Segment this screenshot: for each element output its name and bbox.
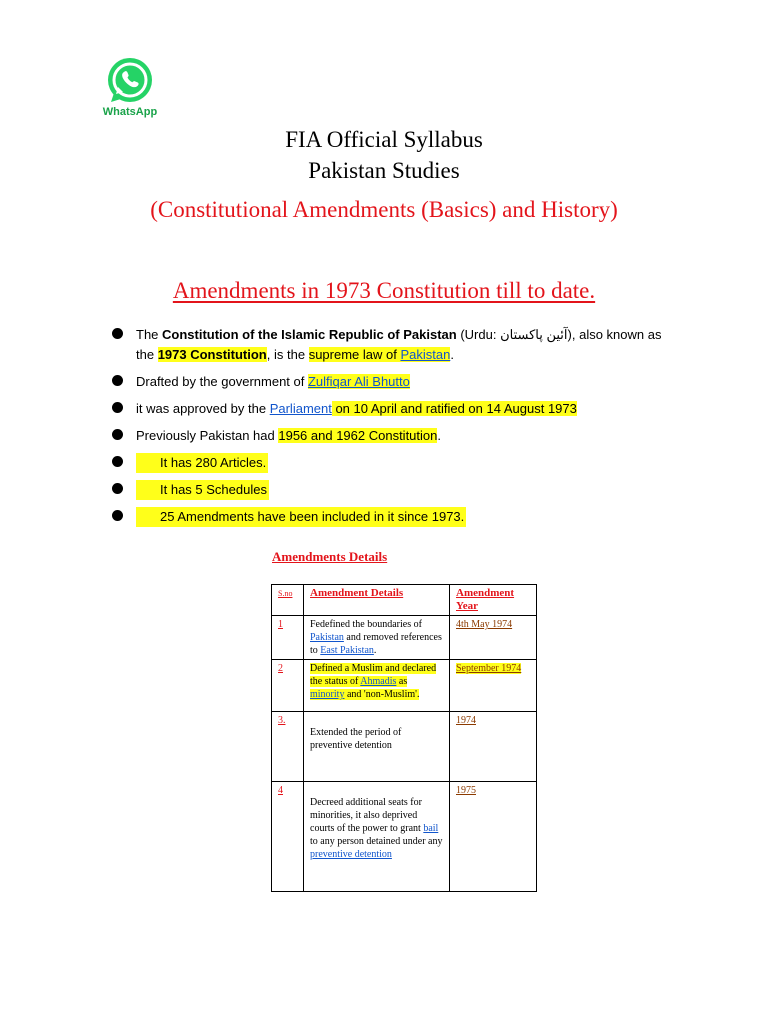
bail-link[interactable]: bail — [423, 823, 439, 834]
text: . — [450, 347, 454, 362]
amendments-table — [271, 584, 537, 892]
list-item — [112, 325, 672, 365]
pakistan-link[interactable]: Pakistan — [400, 347, 451, 362]
articles-count: It has 280 Articles. — [160, 455, 267, 470]
amendment-year: 1975 — [456, 785, 476, 796]
table-header-row — [272, 585, 537, 616]
highlight-text: supreme law of — [308, 347, 401, 362]
list-item — [112, 399, 672, 419]
preventive-detention-link[interactable]: preventive detention — [310, 849, 392, 860]
whatsapp-phone-icon — [100, 54, 160, 106]
text: Previously Pakistan had — [136, 428, 279, 443]
list-item — [112, 426, 672, 446]
zulfiqar-bhutto-link[interactable]: Zulfiqar Ali Bhutto — [307, 374, 410, 389]
list-item — [112, 480, 672, 500]
section-heading — [0, 278, 768, 304]
bullet-icon — [112, 375, 123, 386]
amendments-details-title: Amendments Details — [272, 549, 388, 564]
constitution-name: Constitution of the Islamic Republic of Pakistan — [162, 327, 457, 342]
doc-subtitle: (Constitutional Amendments (Basics) and History) — [150, 197, 618, 222]
row-number: 3. — [278, 715, 286, 726]
list-item — [112, 453, 672, 473]
amendment-year: September 1974 — [456, 663, 522, 674]
ahmadis-link[interactable]: Ahmadis — [360, 676, 397, 687]
text: ), also known as the — [136, 327, 662, 362]
pakistan-link[interactable]: Pakistan — [310, 632, 344, 643]
text: . — [437, 428, 441, 443]
bullet-icon — [112, 510, 123, 521]
section-heading-text: Amendments in 1973 Constitution till to date. — [172, 278, 596, 303]
row-number: 1 — [278, 619, 283, 630]
bullet-icon — [112, 483, 123, 494]
table-row: 3. Extended the period of preventive detention 1974 — [272, 712, 537, 782]
doc-title-line1: FIA Official Syllabus — [285, 127, 483, 152]
whatsapp-logo — [100, 54, 160, 122]
amendments-count: 25 Amendments have been included in it since 1973. — [160, 509, 465, 524]
row-number: 2 — [278, 663, 283, 674]
amendment-year: 4th May 1974 — [456, 619, 513, 630]
highlight-text: on 10 April and ratified on 14 August 1973 — [331, 401, 577, 416]
text: (Urdu: — [456, 327, 501, 342]
text: it was approved by the — [136, 401, 270, 416]
bullet-icon — [112, 456, 123, 467]
minority-link[interactable]: minority — [310, 689, 345, 700]
header-year: Amendment Year — [450, 585, 537, 616]
schedules-count: It has 5 Schedules — [160, 482, 267, 497]
header-sno: S.no — [272, 585, 304, 616]
text: The — [136, 327, 163, 342]
amendment-year: 1974 — [456, 715, 476, 726]
list-item — [112, 372, 672, 392]
highlight-text: 1956 and 1962 Constitution — [278, 428, 438, 443]
list-item — [112, 507, 672, 527]
parliament-link[interactable]: Parliament — [269, 401, 332, 416]
table-row: 4 Decreed additional seats for minorities, it also deprived courts of the power to grant bail to any person detained under any preventive detention 1975 — [272, 782, 537, 892]
table-row: 1 Fedefined the boundaries of Pakistan and removed references to East Pakistan. 4th May 1974 — [272, 616, 537, 660]
constitution-1973: 1973 Constitution — [157, 347, 267, 362]
bullet-icon — [112, 429, 123, 440]
row-number: 4 — [278, 785, 283, 796]
east-pakistan-link[interactable]: East Pakistan — [320, 645, 374, 656]
urdu-text: آئین پاکستان — [500, 327, 568, 342]
whatsapp-label: WhatsApp — [102, 106, 158, 118]
text: Drafted by the government of — [136, 374, 308, 389]
table-row: 2 Defined a Muslim and declared the status of Ahmadis as minority and 'non-Muslim'. September 1974 — [272, 660, 537, 712]
header-details: Amendment Details — [304, 585, 450, 616]
key-facts-list — [112, 325, 672, 534]
text: , is the — [266, 347, 309, 362]
doc-title-line2: Pakistan Studies — [308, 158, 460, 183]
bullet-icon — [112, 328, 123, 339]
bullet-icon — [112, 402, 123, 413]
